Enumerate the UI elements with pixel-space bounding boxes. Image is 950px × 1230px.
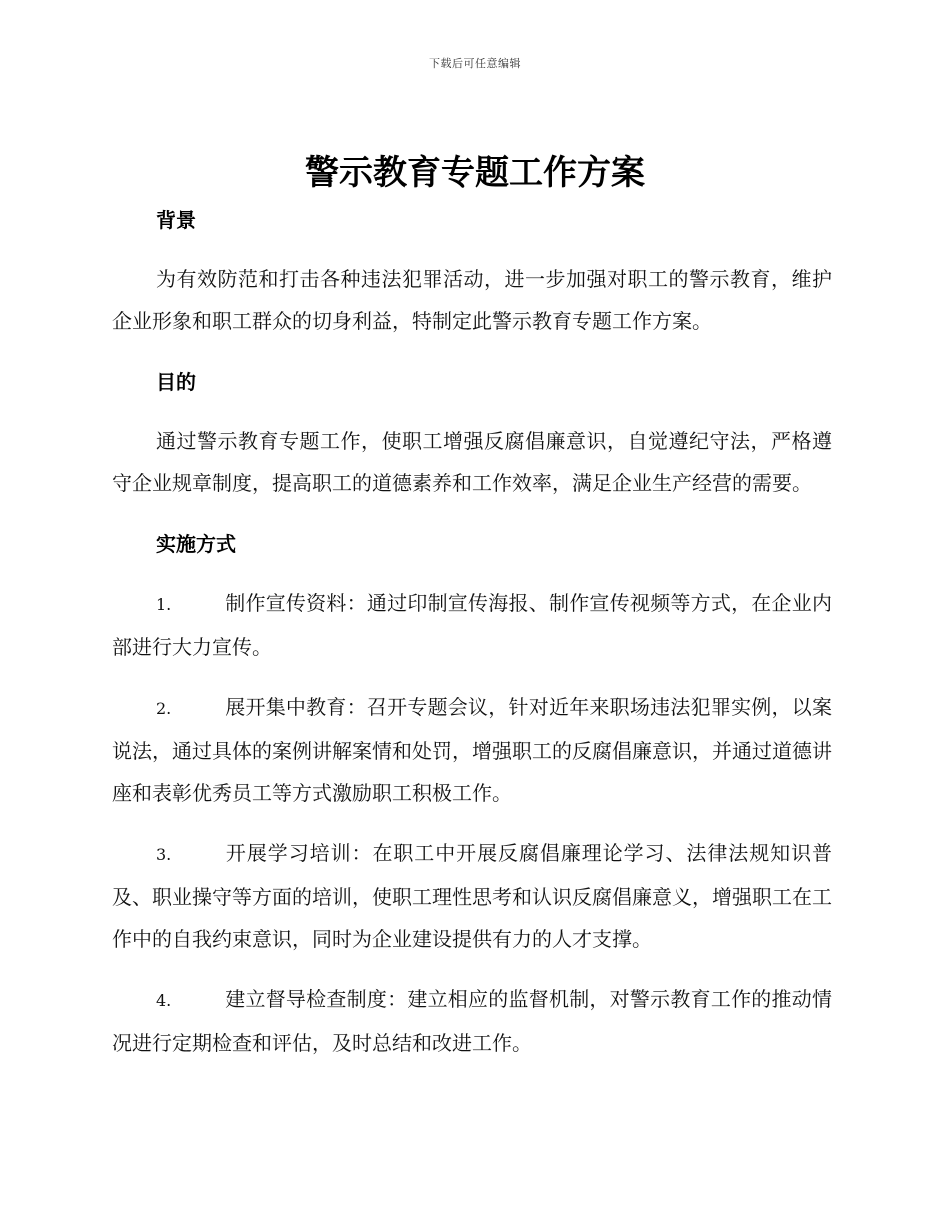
list-item (112, 582, 832, 668)
section-heading-purpose: 目的 (156, 370, 196, 394)
list-item-text: 开展学习培训：在职工中开展反腐倡廉理论学习、法律法规知识普及、职业操守等方面的培训，使职工理性思考和认识反腐倡廉意义，增强职工在工作中的自我约束意识，同时为企业建设提供有力的人才支撑。 (112, 841, 832, 951)
list-item-text: 建立督导检查制度：建立相应的监督机制，对警示教育工作的推动情况进行定期检查和评估，及时总结和改进工作。 (112, 987, 832, 1055)
list-item-number: 1. (156, 595, 172, 614)
list-item (112, 832, 832, 960)
list-item (112, 686, 832, 814)
section-heading-background: 背景 (156, 208, 196, 232)
purpose-paragraph: 通过警示教育专题工作，使职工增强反腐倡廉意识，自觉遵纪守法，严格遵守企业规章制度，提高职工的道德素养和工作效率，满足企业生产经营的需要。 (112, 429, 832, 495)
document-body (112, 200, 832, 1064)
header-note: 下载后可任意编辑 (429, 57, 521, 70)
list-item-number: 2. (156, 699, 172, 718)
list-item-number: 4. (156, 991, 172, 1010)
background-paragraph: 为有效防范和打击各种违法犯罪活动，进一步加强对职工的警示教育，维护企业形象和职工群众的切身利益，特制定此警示教育专题工作方案。 (112, 267, 832, 333)
list-item-text: 展开集中教育：召开专题会议，针对近年来职场违法犯罪实例，以案说法，通过具体的案例讲解案情和处罚，增强职工的反腐倡廉意识，并通过道德讲座和表彰优秀员工等方式激励职工积极工作。 (112, 695, 832, 805)
section-heading-implementation: 实施方式 (156, 532, 236, 556)
list-item (112, 978, 832, 1064)
document-title: 警示教育专题工作方案 (305, 153, 645, 193)
list-item-number: 3. (156, 845, 172, 864)
list-item-text: 制作宣传资料：通过印制宣传海报、制作宣传视频等方式，在企业内部进行大力宣传。 (112, 591, 832, 659)
